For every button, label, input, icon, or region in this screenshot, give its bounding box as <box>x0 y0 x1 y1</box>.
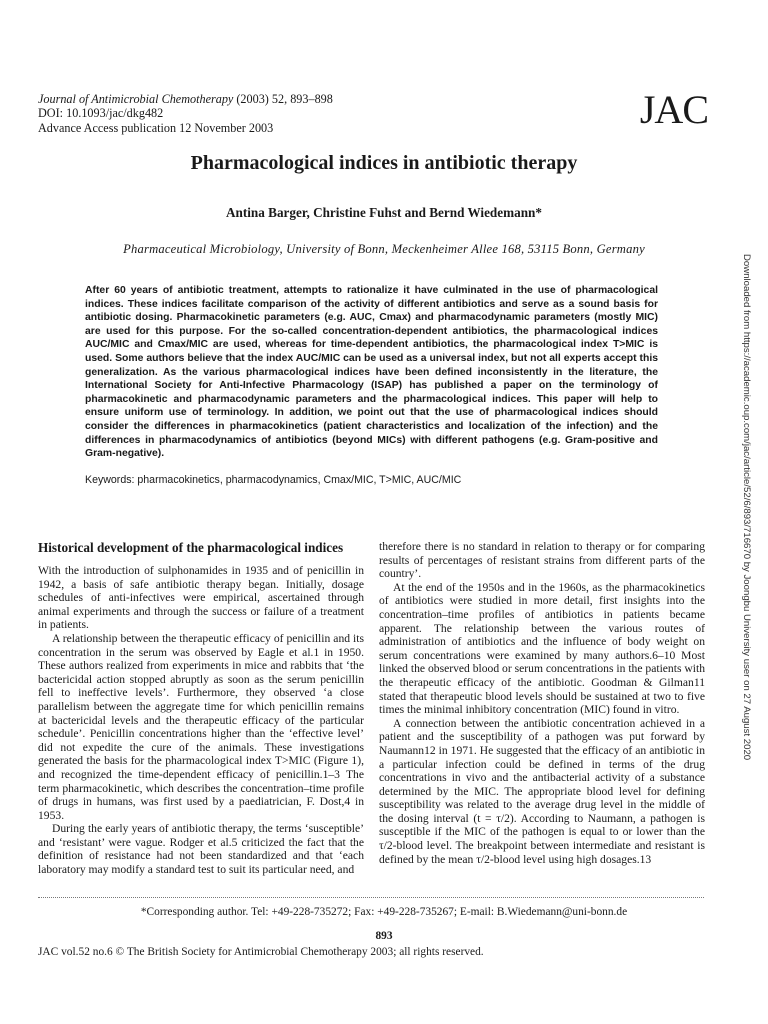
paragraph: therefore there is no standard in relation to therapy or for comparing results of percentages of resistant strains from different parts of the country’. <box>379 540 705 581</box>
doi[interactable]: DOI: 10.1093/jac/dkg482 <box>38 106 164 121</box>
abstract: After 60 years of antibiotic treatment, attempts to rationalize it have culminated in the use of pharmacological indices. These indices facilitate comparison of the activity of different antibiotics and serve as a sound basis for antibiotic dosing. Pharmacokinetic parameters (e.g. AUC, Cmax) and pharmacodynamic parameters (mostly MIC) are used for this purpose. For the so-called concentration-dependent antibiotics, the pharmacological indices AUC/MIC and Cmax/MIC are used, whereas for time-dependent antibiotics, the pharmacological index T>MIC is used. Some authors believe that the index AUC/MIC can be used as a universal index, but not all experts accept this generalization. As the various pharmacological indices have been defined inconsistently in the literature, the International Society for Anti-Infective Pharmacology (ISAP) has published a paper on the terminology of pharmacokinetic and pharmacodynamic parameters and the pharmacological indices. This paper will help to ensure uniform use of terminology. In addition, we point out that the use of pharmacological indices should consider the differences in pharmacokinetics (patient characteristics and localization of the infection) and the differences in pharmacodynamics of antibiotics (beyond MICs) with different pathogens (e.g. Gram-positive and Gram-negative). <box>85 285 658 460</box>
corresponding-author-footnote: *Corresponding author. Tel: +49-228-735272; Fax: +49-228-735267; E-mail: B.Wiedemann@uni-bonn.de <box>140 906 628 918</box>
jac-logo: JAC <box>639 87 708 132</box>
paragraph: With the introduction of sulphonamides in 1935 and of penicillin in 1942, a basis of safe antibiotic therapy began. Initially, dosage schedules of anti-infectives were empirical, ascertained through animal experiments and through the success or failure of a treatment in patients. <box>38 564 364 632</box>
journal-name: Journal of Antimicrobial Chemotherapy <box>38 92 234 106</box>
copyright-line: JAC vol.52 no.6 © The British Society for Antimicrobial Chemotherapy 2003; all rights reserved. <box>38 946 484 958</box>
download-watermark <box>740 254 754 774</box>
journal-citation: (2003) 52, 893–898 <box>236 92 333 106</box>
paragraph: During the early years of antibiotic therapy, the terms ‘susceptible’ and ‘resistant’ were vague. Rodger et al.5 criticized the fact that the definition of resistance had not been standardized and that ‘each laboratory may modify a standard test to suit its particular need, and <box>38 822 364 877</box>
paragraph: A connection between the antibiotic concentration achieved in a patient and the susceptibility of a pathogen was put forward by Naumann12 in 1971. He suggested that the efficacy of an antibiotic in a particular infection could be defined in terms of the drug concentrations in vivo and the antibacterial activity of a substance determined by the MIC. The appropriate blood level for defining susceptibility was related to the average drug level in the middle of the dosing interval (t = τ/2). According to Naumann, a pathogen is susceptible if the MIC of the pathogen is equal to or lower than the τ/2-blood level. The breakpoint between intermediate and resistant is defined by the mean τ/2-blood level using high dosages.13 <box>379 716 705 866</box>
download-note: Downloaded from https://academic.oup.com/jac/article/52/6/893/716670 by Joongbu University user on 27 August 2020 <box>741 254 752 761</box>
journal-header <box>38 92 333 135</box>
affiliation: Pharmaceutical Microbiology, University of Bonn, Meckenheimer Allee 168, 53115 Bonn, Germany <box>123 242 645 256</box>
section-heading: Historical development of the pharmacological indices <box>38 540 344 555</box>
advance-access: Advance Access publication 12 November 2003 <box>38 120 274 135</box>
page-number: 893 <box>375 930 393 942</box>
footnote-divider <box>38 897 704 898</box>
paragraph: A relationship between the therapeutic efficacy of penicillin and its concentration in the serum was observed by Eagle et al.1 in 1950. These authors realized from experiments in mice and rabbits that ‘the bactericidal action stopped abruptly as soon as the serum penicillin fell to ineffective levels’. Furthermore, they observed ‘a close parallelism between the aggregate time for which penicillin remains at bactericidal levels and the therapeutic efficacy of the particular schedule’. Penicillin concentrations higher than the ‘effective level’ did not expedite the cure of the animals. These investigations generated the basis for the pharmacological index T>MIC (Figure 1), and recognized the time-dependent efficacy of penicillin.1–3 The term pharmacokinetic, which describes the concentration–time profile of drugs in humans, was first used by a paediatrician, F. Dost,4 in 1953. <box>38 631 364 822</box>
right-column <box>379 540 705 866</box>
keywords: Keywords: pharmacokinetics, pharmacodynamics, Cmax/MIC, T>MIC, AUC/MIC <box>85 474 462 486</box>
article-title: Pharmacological indices in antibiotic therapy <box>190 152 578 174</box>
authors: Antina Barger, Christine Fuhst and Bernd Wiedemann* <box>226 205 542 220</box>
paragraph: At the end of the 1950s and in the 1960s, as the pharmacokinetics of antibiotics were studied in more detail, first insights into the concentration–time profiles of antibiotics in patients became apparent. The relationship between the various routes of administration of antibiotics and the influence of body weight on serum concentrations were examined by many authors.6–10 Most linked the observed blood or serum concentrations in the patients with the therapeutic efficacy of the antibiotic. Goodman & Gilman11 stated that therapeutic blood levels should be sustained at two to five times the minimal inhibitory concentration (MIC) found in vitro. <box>379 580 705 717</box>
left-column <box>38 540 364 877</box>
